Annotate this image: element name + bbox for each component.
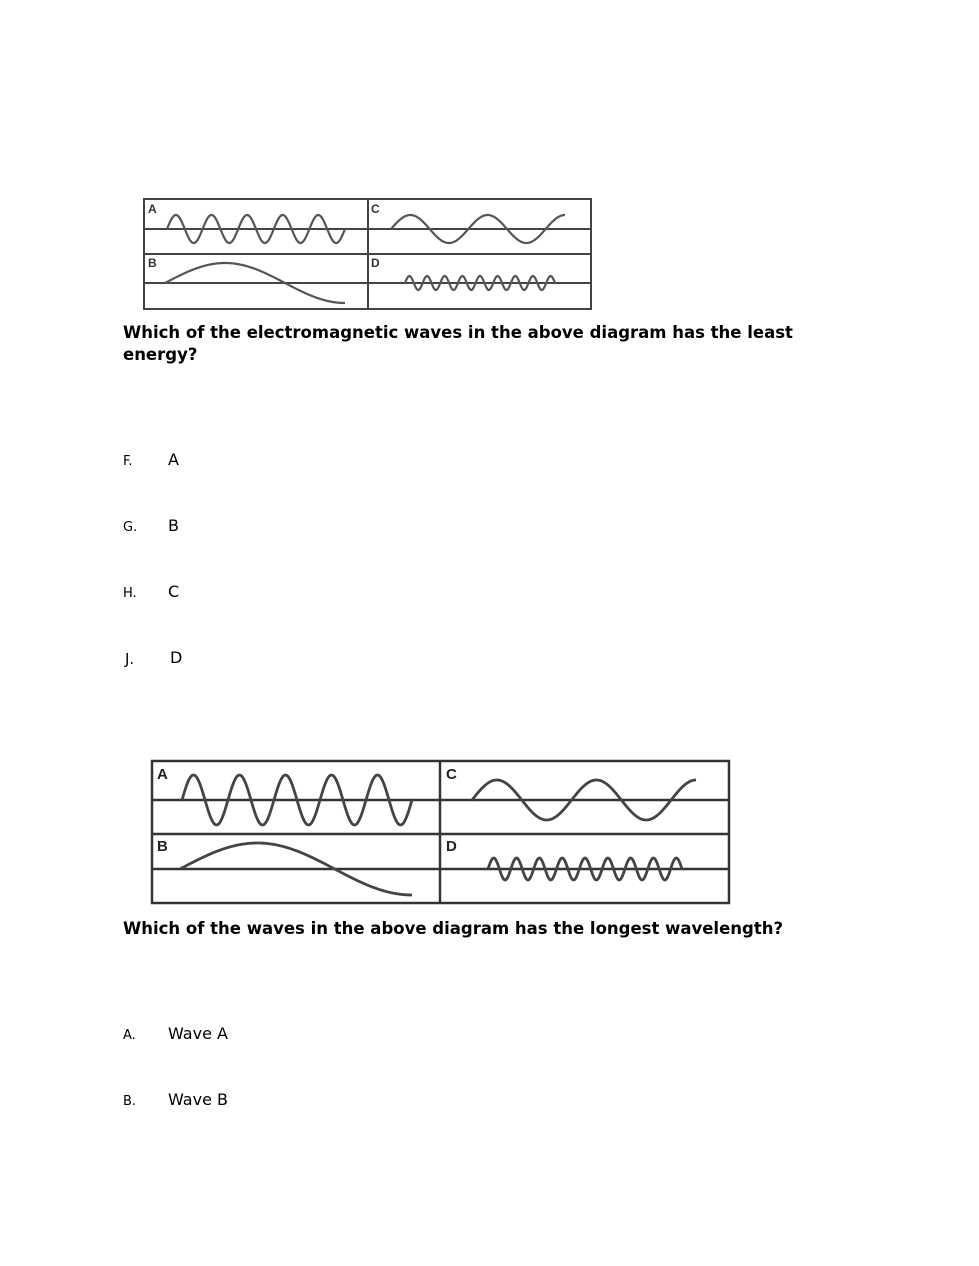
label-a: A [157, 766, 168, 783]
choice-text: C [168, 582, 180, 601]
choice-text: B [168, 516, 179, 535]
choice-letter: J. [125, 650, 135, 668]
choice-text: A [168, 450, 179, 469]
question-1-text: Which of the electromagnetic waves in the above diagram has the least energy? [123, 323, 793, 364]
choice-letter: H. [123, 586, 137, 601]
label-a: A [148, 202, 157, 216]
choice-text: Wave B [168, 1090, 228, 1109]
wave-diagram-1-svg [143, 197, 593, 311]
wave-diagram-2 [150, 758, 732, 906]
choice-letter: G. [123, 520, 138, 535]
wave-diagram-1 [143, 197, 593, 311]
label-c: C [371, 202, 380, 216]
label-c: C [446, 766, 457, 783]
question-2-text: Which of the waves in the above diagram has the longest wavelength? [123, 919, 784, 938]
choice-text: D [170, 648, 183, 667]
choice-text: Wave A [168, 1024, 228, 1043]
label-b: B [148, 256, 157, 270]
choice-letter: B. [123, 1094, 137, 1109]
label-d: D [446, 838, 457, 855]
label-b: B [157, 838, 168, 855]
wave-diagram-2-svg [150, 758, 732, 906]
label-d: D [371, 256, 380, 270]
choice-letter: A. [123, 1028, 136, 1043]
choice-letter: F. [123, 454, 133, 469]
